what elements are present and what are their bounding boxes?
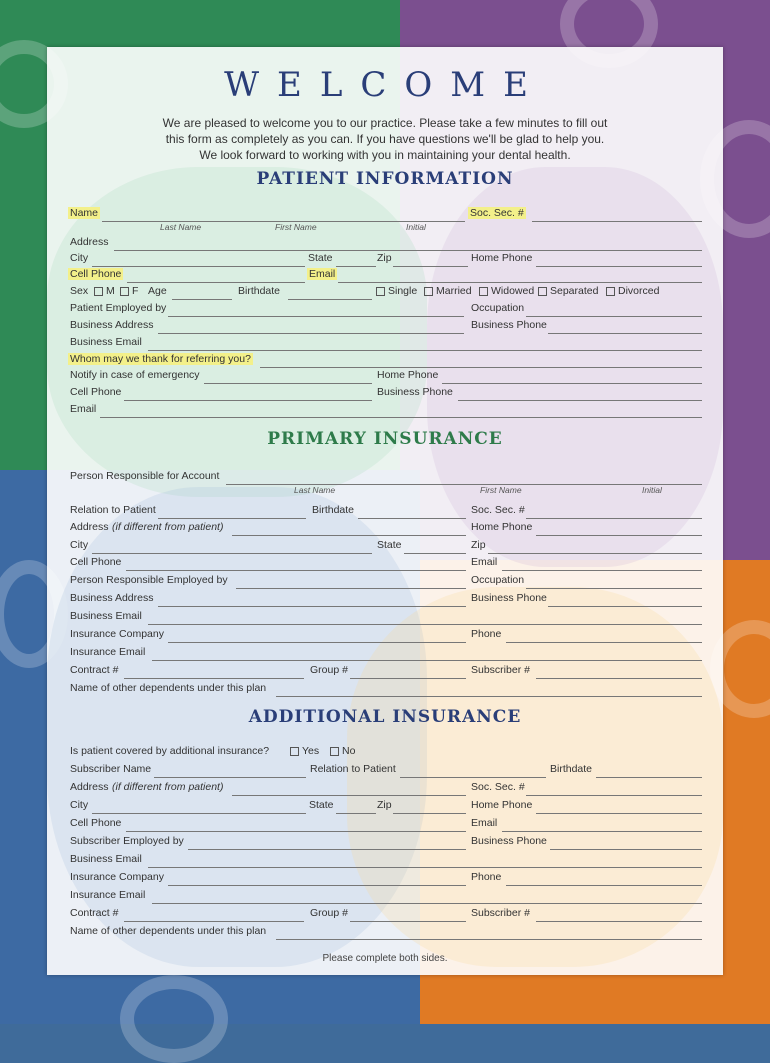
patient-business-address-field[interactable] <box>158 319 464 334</box>
divorced-checkbox[interactable]: Divorced <box>606 285 659 297</box>
additional-city-field[interactable] <box>92 799 306 814</box>
primary-email-field[interactable] <box>502 556 702 571</box>
covered-no-checkbox[interactable]: No <box>330 745 355 757</box>
primary-dependents-row: Name of other dependents under this plan <box>70 682 702 698</box>
widowed-checkbox[interactable]: Widowed <box>479 285 534 297</box>
primary-employed-row: Person Responsible Employed by Occupation <box>70 574 702 590</box>
additional-insurance-email-field[interactable] <box>152 889 702 904</box>
patient-name-row: Name Soc. Sec. # Last Name First Name Initial <box>70 207 702 223</box>
primary-city-row: City State Zip <box>70 539 702 555</box>
primary-business-email-field[interactable] <box>148 610 702 625</box>
patient-address-field[interactable] <box>114 236 702 251</box>
additional-soc-sec-field[interactable] <box>526 781 702 796</box>
additional-insurance-company-row: Insurance Company Phone <box>70 871 702 887</box>
primary-insurance-phone-field[interactable] <box>506 628 702 643</box>
additional-contract-row: Contract # Group # Subscriber # <box>70 907 702 923</box>
additional-subscriber-row: Subscriber Name Relation to Patient Birthdate <box>70 763 702 779</box>
primary-insurance-company-field[interactable] <box>168 628 466 643</box>
additional-address-row: Address (if different from patient) Soc. Sec. # <box>70 781 702 797</box>
additional-dependents-row: Name of other dependents under this plan <box>70 925 702 941</box>
patient-cell-row: Cell Phone Email <box>70 268 702 284</box>
primary-state-field[interactable] <box>404 539 466 554</box>
primary-contract-row: Contract # Group # Subscriber # <box>70 664 702 680</box>
primary-occupation-field[interactable] <box>526 574 702 589</box>
welcome-form-sheet <box>47 47 723 975</box>
additional-birthdate-field[interactable] <box>596 763 702 778</box>
patient-state-field[interactable] <box>336 252 376 267</box>
patient-occupation-field[interactable] <box>526 302 702 317</box>
emergency-cell-row: Cell Phone Business Phone <box>70 386 702 402</box>
additional-business-email-row: Business Email <box>70 853 702 869</box>
patient-employer-field[interactable] <box>168 302 464 317</box>
emergency-business-phone-field[interactable] <box>458 386 702 401</box>
patient-section-title: PATIENT INFORMATION <box>256 169 514 189</box>
primary-cell-phone-field[interactable] <box>126 556 466 571</box>
primary-birthdate-field[interactable] <box>358 504 466 519</box>
additional-insurance-phone-field[interactable] <box>506 871 702 886</box>
patient-city-field[interactable] <box>92 252 305 267</box>
married-checkbox[interactable]: Married <box>424 285 472 297</box>
patient-sex-row: Sex M F Age Birthdate Single Married Widowed Separated Divorced <box>70 285 702 301</box>
primary-cell-row: Cell Phone Email <box>70 556 702 572</box>
primary-group-field[interactable] <box>350 664 466 679</box>
patient-business-email-field[interactable] <box>148 336 702 351</box>
primary-insurance-email-row: Insurance Email <box>70 646 702 662</box>
emergency-email-row: Email <box>70 403 702 419</box>
page-title: WELCOME <box>224 65 546 105</box>
footer-note: Please complete both sides. <box>322 953 448 964</box>
patient-business-address-row: Business Address Business Phone <box>70 319 702 335</box>
additional-city-row: City State Zip Home Phone <box>70 799 702 815</box>
additional-contract-field[interactable] <box>124 907 304 922</box>
primary-business-email-row: Business Email <box>70 610 702 626</box>
sex-m-checkbox[interactable]: M <box>94 285 115 297</box>
additional-subscriber-field[interactable] <box>536 907 702 922</box>
primary-subscriber-field[interactable] <box>536 664 702 679</box>
separated-checkbox[interactable]: Separated <box>538 285 598 297</box>
primary-address-field[interactable] <box>232 521 466 536</box>
referral-field[interactable] <box>260 353 702 368</box>
additional-group-field[interactable] <box>350 907 466 922</box>
additional-business-email-field[interactable] <box>148 853 702 868</box>
additional-address-field[interactable] <box>232 781 466 796</box>
primary-contract-field[interactable] <box>124 664 304 679</box>
patient-name-field[interactable] <box>102 207 465 222</box>
additional-insurance-company-field[interactable] <box>168 871 466 886</box>
additional-state-field[interactable] <box>336 799 376 814</box>
patient-employed-row: Patient Employed by Occupation <box>70 302 702 318</box>
emergency-contact-field[interactable] <box>204 369 372 384</box>
primary-business-address-field[interactable] <box>158 592 466 607</box>
additional-cell-row: Cell Phone Email <box>70 817 702 833</box>
additional-insurance-email-row: Insurance Email <box>70 889 702 905</box>
intro-text: We are pleased to welcome you to our practice. Please take a few minutes to fill out this form as completely as you can. If you have questions we'll be glad to help you. We look forward to working with you in maintaining your dental health. <box>162 116 608 162</box>
primary-home-phone-field[interactable] <box>536 521 702 536</box>
additional-cell-phone-field[interactable] <box>126 817 466 832</box>
covered-yes-checkbox[interactable]: Yes <box>290 745 319 757</box>
patient-business-email-row: Business Email <box>70 336 702 352</box>
patient-soc-sec-field[interactable] <box>532 207 702 222</box>
single-checkbox[interactable]: Single <box>376 285 417 297</box>
patient-city-row: City State Zip Home Phone <box>70 252 702 268</box>
patient-zip-field[interactable] <box>393 252 468 267</box>
primary-employer-field[interactable] <box>236 574 466 589</box>
primary-section-title: PRIMARY INSURANCE <box>267 429 503 449</box>
patient-address-row: Address <box>70 236 702 252</box>
emergency-cell-phone-field[interactable] <box>124 386 372 401</box>
additional-dependents-field[interactable] <box>276 925 702 940</box>
additional-relation-field[interactable] <box>400 763 546 778</box>
patient-age-field[interactable] <box>172 285 232 300</box>
soc-sec-label: Soc. Sec. # <box>470 207 524 219</box>
patient-email-field[interactable] <box>338 268 702 283</box>
primary-responsible-field[interactable] <box>226 470 702 485</box>
additional-zip-field[interactable] <box>393 799 466 814</box>
primary-relation-field[interactable] <box>158 504 306 519</box>
primary-business-address-row: Business Address Business Phone <box>70 592 702 608</box>
primary-insurance-company-row: Insurance Company Phone <box>70 628 702 644</box>
additional-covered-row: Is patient covered by additional insurance? Yes No <box>70 745 356 757</box>
patient-cell-phone-field[interactable] <box>127 268 305 283</box>
patient-birthdate-field[interactable] <box>288 285 372 300</box>
primary-address-row: Address (if different from patient) Home Phone <box>70 521 702 537</box>
additional-business-phone-field[interactable] <box>550 835 702 850</box>
primary-dependents-field[interactable] <box>276 682 702 697</box>
additional-subscriber-name-field[interactable] <box>154 763 306 778</box>
additional-home-phone-field[interactable] <box>536 799 702 814</box>
primary-zip-field[interactable] <box>488 539 702 554</box>
sex-f-checkbox[interactable]: F <box>120 285 138 297</box>
name-label: Name <box>70 207 99 219</box>
patient-business-phone-field[interactable] <box>548 319 702 334</box>
additional-email-field[interactable] <box>502 817 702 832</box>
patient-home-phone-field[interactable] <box>536 252 702 267</box>
primary-soc-sec-field[interactable] <box>526 504 702 519</box>
primary-insurance-email-field[interactable] <box>152 646 702 661</box>
primary-responsible-row: Person Responsible for Account Last Name First Name Initial <box>70 470 702 486</box>
emergency-home-phone-field[interactable] <box>442 369 702 384</box>
primary-business-phone-field[interactable] <box>548 592 702 607</box>
swirl-decoration <box>120 975 228 1063</box>
additional-employer-field[interactable] <box>188 835 466 850</box>
primary-relation-row: Relation to Patient Birthdate Soc. Sec. # <box>70 504 702 520</box>
emergency-row: Notify in case of emergency Home Phone <box>70 369 702 385</box>
emergency-email-field[interactable] <box>100 403 702 418</box>
referral-row: Whom may we thank for referring you? <box>70 353 702 369</box>
additional-employed-row: Subscriber Employed by Business Phone <box>70 835 702 851</box>
primary-city-field[interactable] <box>92 539 372 554</box>
additional-section-title: ADDITIONAL INSURANCE <box>248 707 522 727</box>
